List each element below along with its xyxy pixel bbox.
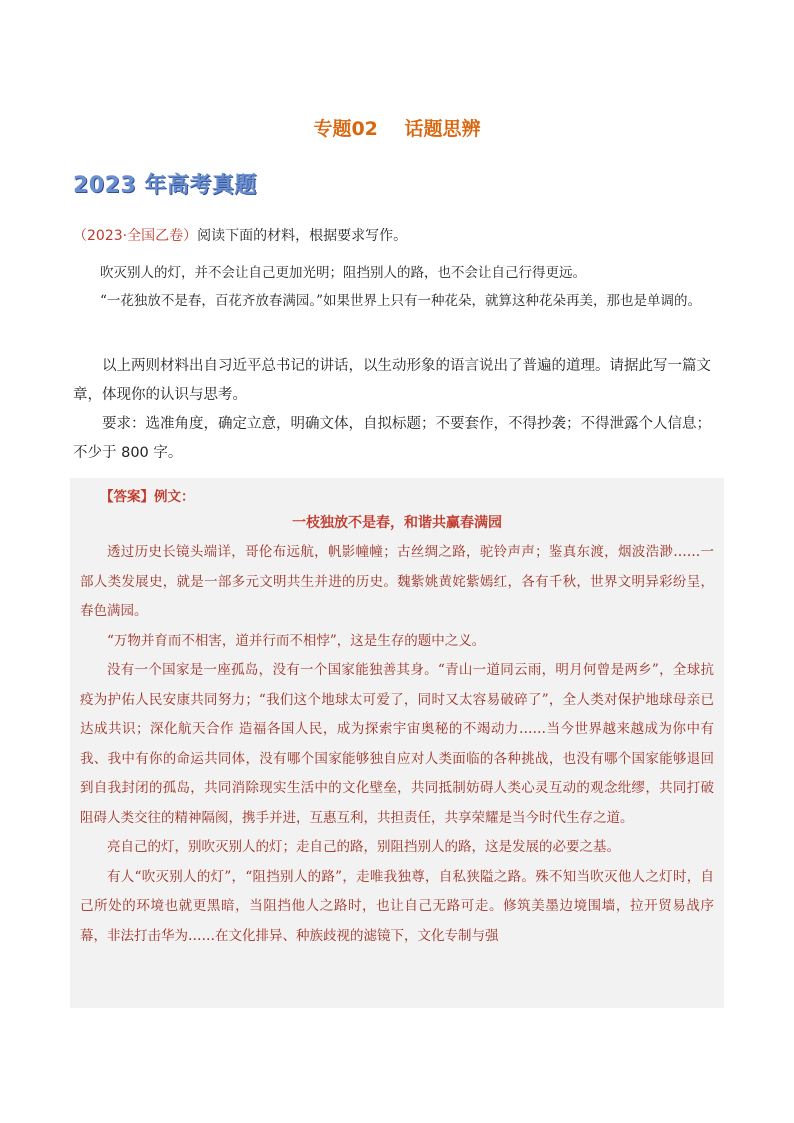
exam-tag: （2023·全国乙卷）: [73, 228, 198, 244]
essay-paragraph: “万物并育而不相害，道并行而不相悖”，这是生存的题中之义。: [107, 632, 486, 649]
essay-paragraph: 有人“吹灭别人的灯”，“阻挡别人的路”，走唯我独尊，自私狭隘之路。殊不知当吹灭他人之灯时，自己所处的环境也就更黑暗，当阻挡他人之路时，也让自己无路可走。修筑美墨边境围墙，拉开贸易战序幕，非法打击华为……在文化排异、种族歧视的滤镜下，文化专制与强: [80, 868, 714, 944]
section-heading: 2023 年高考真题: [73, 173, 257, 198]
material-block: [73, 259, 723, 315]
answer-box: [70, 478, 724, 1008]
essay-body: [80, 538, 714, 951]
essay-paragraph: 透过历史长镜头端详，哥伦布远航，帆影幢幢；古丝绸之路，驼铃声声；鉴真东渡，烟波浩渺……一部人类发展史，就是一部多元文明共生并进的历史。魏紫姚黄姹紫嫣红，各有千秋，世界文明异彩纷呈，春色满园。: [80, 544, 714, 619]
question-source: [73, 225, 407, 245]
prompt-paragraph: 以上两则材料出自习近平总书记的讲话，以生动形象的语言说出了普遍的道理。请据此写一篇文章，体现你的认识与思考。: [73, 358, 711, 403]
essay-title: 一枝独放不是春，和谐共赢春满园: [292, 515, 502, 531]
essay-paragraph: 亮自己的灯，别吹灭别人的灯；走自己的路，别阻挡别人的路，这是发展的必要之基。: [107, 839, 620, 855]
material-paragraph: “一花独放不是春，百花齐放春满园。”如果世界上只有一种花朵，就算这种花朵再美，那也是单调的。: [100, 293, 702, 309]
instruction-text: 阅读下面的材料，根据要求写作。: [197, 228, 408, 244]
essay-paragraph: 没有一个国家是一座孤岛，没有一个国家能独善其身。“青山一道同云雨，明月何曾是两乡”，全球抗疫为护佑人民安康共同努力；“我们这个地球太可爱了，同时又太容易破碎了”，全人类对保护地球母亲已达成共识；深化航天合作 造福各国人民，成为探索宇宙奥秘的不竭动力……当今世界越来越成为你中有我、我中有你的命运共同体，没有哪个国家能够独自应对人类面临的各种挑战，也没有哪个国家能够退回到自我封闭的孤岛，共同消除现实生活中的文化壁垒，共同抵制妨碍人类心灵互动的观念纰缪，共同打破阻碍人类交往的精神隔阂，携手并进，互惠互利，共担责任，共享荣耀是当今时代生存之道。: [80, 662, 714, 826]
material-paragraph: 吹灭别人的灯，并不会让自己更加光明；阻挡别人的路，也不会让自己行得更远。: [100, 265, 586, 281]
page-title: [0, 114, 794, 141]
requirements-paragraph: 要求：选准角度，确定立意，明确文体，自拟标题；不要套作，不得抄袭；不得泄露个人信息；不少于 800 字。: [73, 416, 711, 461]
topic-number: 专题02: [313, 118, 378, 140]
topic-name: 话题思辨: [404, 118, 481, 140]
answer-label: 【答案】例文：: [100, 489, 195, 505]
prompt-block: [73, 352, 723, 468]
